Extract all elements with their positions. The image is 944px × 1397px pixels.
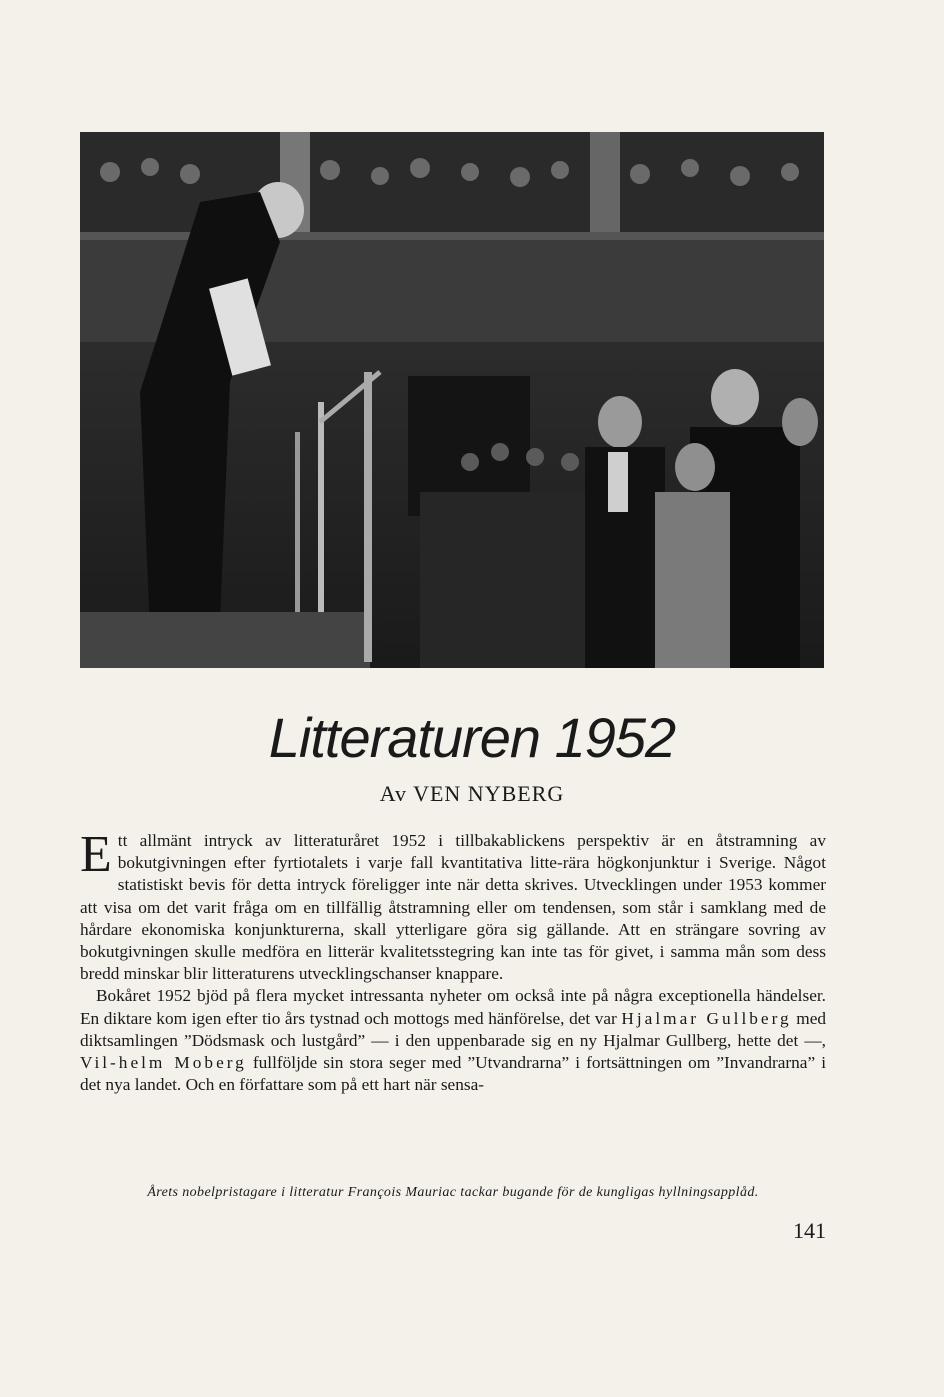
spaced-name-moberg: Vil-helm Moberg <box>80 1053 247 1073</box>
spaced-name-gullberg: Hjalmar Gullberg <box>621 1008 792 1028</box>
drop-cap: E <box>80 826 112 883</box>
article-body <box>80 826 827 1096</box>
paragraph-2-part-b: med diktsamlingen ”Dödsmask och lustgård” — i den uppenbarade sig en ny Hjalmar Gullberg, hette det —, <box>80 1008 827 1050</box>
paragraph-2-part-a: Bokåret 1952 bjöd på flera mycket intressanta nyheter om också inte på några exceptionella händelser. En diktare kom igen efter tio års tystnad och mottogs med hänförelse, det var <box>80 986 826 1028</box>
paragraph-1-text: tt allmänt intryck av litteraturåret 1952 i tillbakablickens perspektiv är en åtstramning av bokutgivningen efter fyrtiotalets i varje fall kvantitativa litte-rära högkonjunktur i Sverige. Något statistiskt bevis för detta intryck föreligger inte när detta skrives. Utvecklingen under 1953 kommer att visa om det varit fråga om en tillfällig åtstramning eller om tendensen, som står i samklang med de hårdare ekonomiska konjunkturerna, skall ytterligare göra sig gällande. Att en strängare sovring av bokutgivningen skulle medföra en litterär kvalitetsstegring kan inte tas för givet, i samma mån som dess bredd minskar blir litteraturens utvecklingschanser knappare. <box>80 831 826 984</box>
article-title: Litteraturen 1952 <box>268 706 676 769</box>
paragraph-1 <box>80 826 826 985</box>
photo-caption: Årets nobelpristagare i litteratur François Mauriac tackar bugande för de kungligas hyllningsapplåd. <box>147 1185 759 1200</box>
paragraph-2 <box>80 985 826 1096</box>
photograph-nobel-ceremony <box>80 132 824 668</box>
byline: Av VEN NYBERG <box>379 781 565 806</box>
paragraph-2-part-c: fullföljde sin stora seger med ”Utvandrarna” i fortsättningen om ”Invandrarna” i det nya landet. Och en författare som på ett hart när sensa- <box>80 1053 827 1095</box>
page-number: 141 <box>793 1218 826 1243</box>
